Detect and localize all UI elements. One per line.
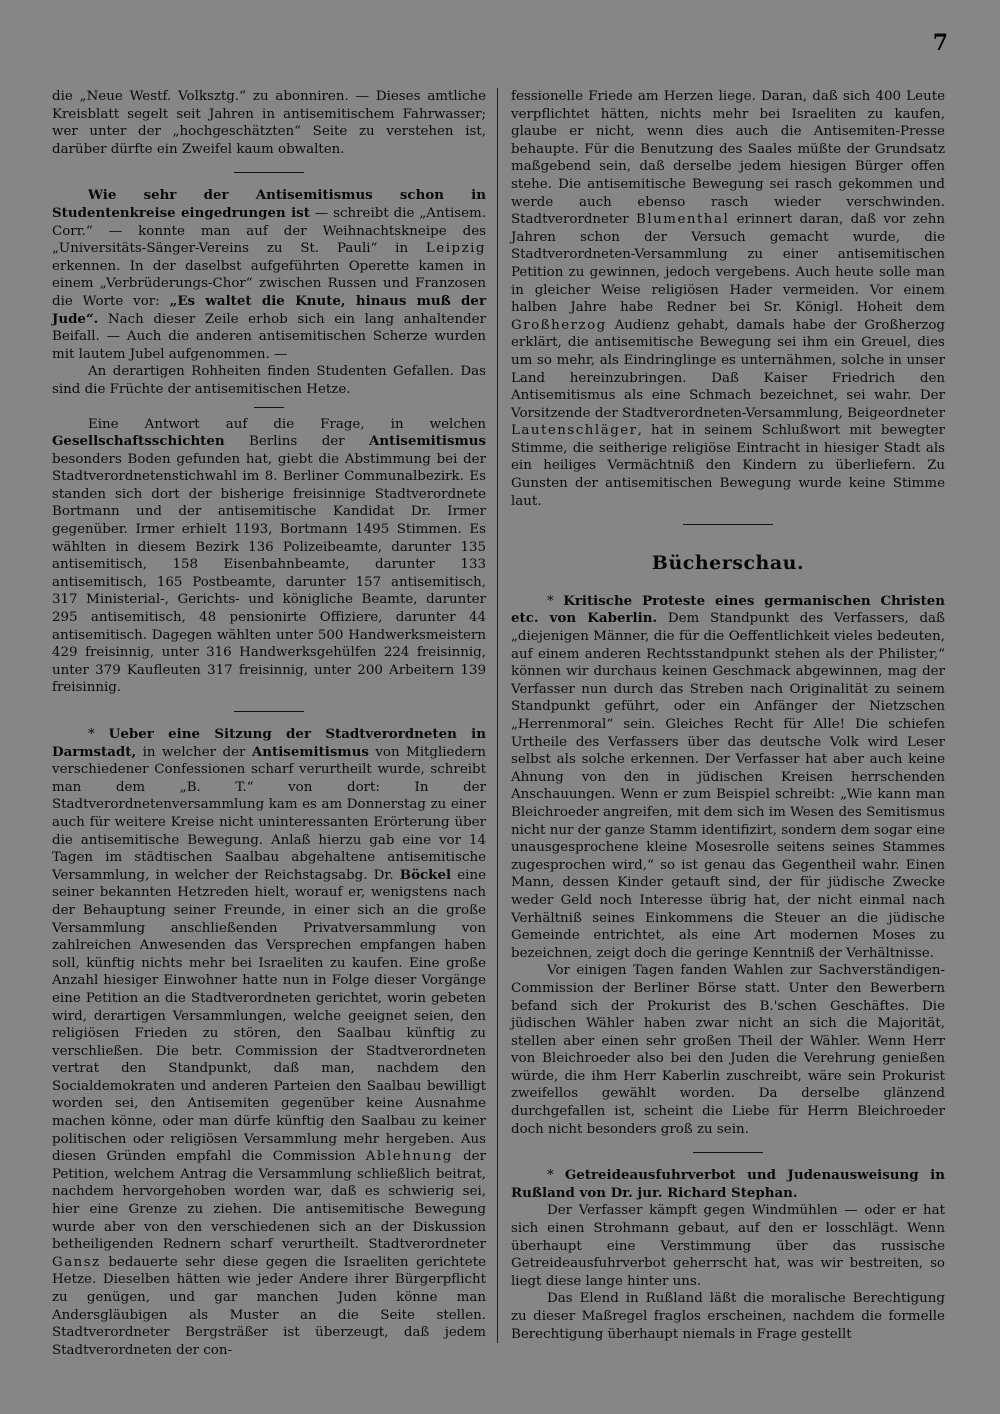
article-4-headline: Ueber eine Sitzung der Stadtverordneten in Darmstadt, (52, 726, 486, 760)
article-4-emphasis: Ablehnung (365, 1149, 453, 1165)
article-2-text: Nach dieser Zeile erhob sich ein lang anhaltender Beifall. — Auch die anderen antisemitischen Scherze wurden mit lautem Jubel aufgenommen. — (52, 311, 486, 362)
article-marker: * (547, 593, 564, 609)
article-4-text: bedauerte sehr diese gegen die Israeliten gerichtete Hetze. Dieselben hätten wie jeder Andere ihrer Bürgerpflicht zu genügen, und gar manchen Juden könne man Andersgläubigen als Muster an die Seite stellen. Stadtverordneter Bergsträßer ist überzeugt, daß jedem Stadtverordneten der con- (52, 1254, 486, 1358)
separator-rule (683, 524, 773, 525)
separator-rule (254, 407, 284, 408)
article-marker: * (88, 727, 109, 742)
article-2-text: — schreibt die „Antisem. Corr.“ — konnte man auf der Weihnachtskneipe des „Universitäts-Sänger-Vereins zu St. Pauli“ in (52, 205, 486, 257)
article-2-quote: „Es waltet die Knute, hinaus muß der Jude“. (52, 292, 486, 327)
article-4-text: erinnert daran, daß vor zehn Jahren schon der Versuch gemacht wurde, die Stadtverordneten-Versammlung zu einer antisemitischen Petition zu gewinnen, jedoch vergebens. Auch heute solle man in gleicher Weise religiösen Hader vermeiden. Vor einem halben Jahre habe Redner bei Sr. Königl. Hoheit dem (511, 212, 945, 316)
article-2-paragraph-2: An derartigen Rohheiten finden Studenten Gefallen. Das sind die Früchte der antisemitischen Hetze. (52, 364, 486, 397)
article-4-text: Audienz gehabt, damals habe der Großherzog erklärt, die antisemitische Bewegung sei ihm ein Greuel, dies um so mehr, als Eindringlinge es unternähmen, solche in unser Land hereinzubringen. Daß Kaiser Friedrich den Antisemitismus als eine Schmach bezeichnet, sei wahr. Der Vorsitzende der Stadtverordneten-Versammlung, Beigeordneter (511, 317, 945, 421)
article-4-continuation (511, 88, 945, 510)
separator-rule (234, 172, 304, 173)
place-name-leipzig: Leipzig (425, 241, 486, 257)
article-2-text: erkennen. In der daselbst aufgeführten Operette kamen in einem „Verbrüderungs-Chor“ zwischen Russen und Franzosen die Worte vor: (52, 258, 486, 309)
separator-rule (234, 711, 304, 712)
person-name: Blumenthal (636, 212, 730, 228)
article-3-text: besonders Boden gefunden hat, giebt die Abstimmung bei der Stadtverordnetenstichwahl im 8. Berliner Communalbezirk. Es standen sich dort der bisherige freisinnige Stadtverordnete Bortmann und der antisemitische Kandidat Dr. Irmer gegenüber. Irmer erhielt 1193, Bortmann 1495 Stimmen. Es wählten in diesem Bezirk 136 Polizeibeamte, darunter 135 antisemitisch, 158 Eisenbahnbeamte, darunter 133 antisemitisch, 165 Postbeamte, darunter 157 antisemitisch, 317 Ministerial-, Gerichts- und königliche Beamte, darunter 295 antisemitisch, 48 pensionirte Offiziere, darunter 44 antisemitisch. Dagegen wählten unter 500 Handwerksmeistern 429 freisinnig, unter 316 Handwerksgehülfen 224 freisinnig, unter 379 Kaufleuten 317 freisinnig, unter 200 Arbeitern 139 freisinnig. (52, 451, 486, 696)
review-2-paragraph: Der Verfasser kämpft gegen Windmühlen — oder er hat sich einen Strohmann gebaut, auf den er losschlägt. Wenn überhaupt eine Verstimmung über das russische Getreideausfuhrverbot geherrscht hat, was wir bestreiten, so liegt diese lange hinter uns. (511, 1203, 945, 1289)
separator-rule (693, 1152, 763, 1153)
article-4-text: , hat in seinem Schlußwort mit bewegter Stimme, die seitherige religiöse Eintracht in hiesiger Stadt als ein heiliges Vermächtniß den Kindern zu überliefern. Zu Gunsten der antisemitischen Bewegung wurde keine Stimme laut. (511, 423, 945, 509)
left-column (52, 88, 486, 1359)
article-3-emphasis: Antisemitismus (369, 433, 486, 450)
review-2-headline-paragraph (511, 1167, 945, 1202)
person-title: Großherzog (511, 317, 607, 333)
article-3-text: Berlins der (224, 434, 370, 450)
article-4-text: eine seiner bekannten Hetzreden hielt, worauf er, wenigstens nach der Behauptung seiner Freunde, in einer sich an die große Versammlung anschließenden Privatversammlung von zahlreichen Anwesenden das Versprechen empfangen haben soll, künftig nichts mehr bei Israeliten zu kaufen. Eine große Anzahl hiesiger Einwohner hatte nun in Folge dieser Vorgänge eine Petition an die Stadtverordneten gerichtet, worin gebeten wird, derartigen Versammlungen, welche geeignet seien, den religiösen Frieden zu stören, den Saalbau künftig zu verschließen. Die betr. Commission der Stadtverordneten vertrat den Standpunkt, daß man, nachdem den Socialdemokraten und anderen Parteien den Saalbau bewilligt worden sei, den Antisemiten gegenüber keine Ausnahme machen könne, oder man dürfe künftig den Saalbau zu keiner politischen oder religiösen Versammlung mehr hergeben. Aus diesen Gründen empfahl die Commission (52, 867, 486, 1165)
review-1-text: Dem Standpunkt des Verfassers, daß „diejenigen Männer, die für die Oeffentlichkeit vieles bedeuten, auf einem anderen Rechtsstandpunkt stehen als der Philister,“ können wir durchaus keinen Geschmack abgewinnen, mag der Verfasser nun durch das Streben nach Originalität zu seinem Standpunkt geführt, oder ein Anfänger der Nietzschen „Herrenmoral“ sein. Gleiches Recht für Alle! Die schiefen Urtheile des Verfassers über das deutsche Volk wird Leser selbst als solche erkennen. Der Verfasser hat aber auch keine Ahnung von den in jüdischen Kreisen herrschenden Anschauungen. Wenn er zum Beispiel schreibt: „Wie kann man Bleichroeder angreifen, mit dem sich im Wesen des Semitismus nicht nur der ganze Stamm identifizirt, sondern dem sogar eine unausgesprochene kleine Mosesrolle seitens seines Stammes zugesprochen wird,“ so ist genau das Gegentheil wahr. Einen Mann, dessen Kinder getauft sind, der für jüdische Zwecke weder Geld noch Interesse übrig hat, der nicht einmal nach Verhältniß seines Einkommens die Steuer an die jüdische Gemeinde entrichtet, als eine Art modernen Moses zu bezeichnen, zeigt doch die geringe Kenntniß der Verhältnisse. (511, 611, 945, 961)
column-divider (497, 88, 498, 1343)
review-1-headline: Kritische Proteste eines germanischen Christen etc. von Kaberlin. (511, 592, 946, 627)
article-4-text: der Petition, welchem Antrag die Versammlung schließlich beitrat, nachdem hervorgehoben worden war, daß es schwierig sei, hier eine Grenze zu ziehen. Die antisemitische Bewegung wurde aber von den verschiedenen sich an der Diskussion betheiligenden Rednern scharf verurtheilt. Stadtverordneter (52, 1149, 487, 1253)
article-2-headline: Wie sehr der Antisemitismus schon in Studentenkreise eingedrungen ist (52, 187, 486, 221)
article-3-text: Eine Antwort auf die Frage, in welchen (88, 416, 486, 432)
right-column (511, 88, 945, 1343)
article-4-emphasis: Antisemitismus (251, 743, 369, 760)
article-4-paragraph (52, 726, 486, 1359)
review-2-headline: Getreideausfuhrverbot und Judenausweisung in Rußland von Dr. jur. Richard Stephan. (511, 1167, 945, 1201)
article-2-paragraph (52, 187, 486, 363)
page-number: 7 (932, 30, 948, 56)
article-3-emphasis: Gesellschaftsschichten (52, 433, 225, 450)
review-1-paragraph (511, 593, 945, 962)
review-1-paragraph-2: Vor einigen Tagen fanden Wahlen zur Sachverständigen-Commission der Berliner Börse statt. Unter den Bewerbern befand sich der Prokurist des B.'schen Geschäftes. Die jüdischen Wähler haben zwar nicht an sich die Majorität, stellen aber einen sehr großen Theil der Wähler. Wenn Herr von Bleichroeder also bei den Juden die Verehrung genießen würde, die ihm Herr Kaberlin zuschreibt, wäre sein Prokurist zweifellos gewählt worden. Da derselbe glänzend durchgefallen ist, scheint die Liebe für Herrn Bleichroeder doch nicht besonders groß zu sein. (511, 963, 945, 1137)
article-4-text: in welcher der (136, 744, 252, 760)
article-3-paragraph (52, 416, 486, 698)
article-marker: * (547, 1168, 565, 1184)
article-1-text: die „Neue Westf. Volksztg.“ zu abonniren. — Dieses amtliche Kreisblatt segelt seit Jahren in antisemitischem Fahrwasser; wer unter der „hochgeschätzten“ Seite zu verstehen ist, darüber dürfte ein Zweifel kaum obwalten. (52, 89, 486, 157)
person-name: Böckel (399, 866, 452, 883)
person-name: Gansz (52, 1254, 101, 1270)
person-name: Lautenschläger (511, 423, 638, 439)
article-4-text: fessionelle Friede am Herzen liege. Daran, daß sich 400 Leute verpflichtet hätten, nichts mehr bei Israeliten zu kaufen, glaube er nicht, wenn dies auch die Antisemiten-Presse behaupte. Für die Benutzung des Saales müßte der Grundsatz maßgebend sein, daß derselbe jedem hiesigen Bürger offen stehe. Die antisemitische Bewegung sei rasch gekommen und werde auch ebenso rasch wieder verschwinden. Stadtverordneter (511, 89, 945, 228)
article-4-text: von Mitgliedern verschiedener Confessionen scharf verurtheilt wurde, schreibt man dem „B. T.“ von dort: In der Stadtverordnetenversammlung kam es am Donnerstag zu einer auch für weitere Kreise nicht uninteressanten Erörterung über die antisemitische Bewegung. Anlaß hierzu gab eine vor 14 Tagen im städtischen Saalbau abgehaltene antisemitische Versammlung, in welcher der Reichstagsabg. Dr. (52, 744, 486, 883)
section-title: Bücherschau. (651, 552, 805, 575)
review-2-paragraph-2: Das Elend in Rußland läßt die moralische Berechtigung zu dieser Maßregel fraglos erscheinen, nachdem die formelle Berechtigung überhaupt niemals in Frage gestellt (511, 1291, 945, 1342)
